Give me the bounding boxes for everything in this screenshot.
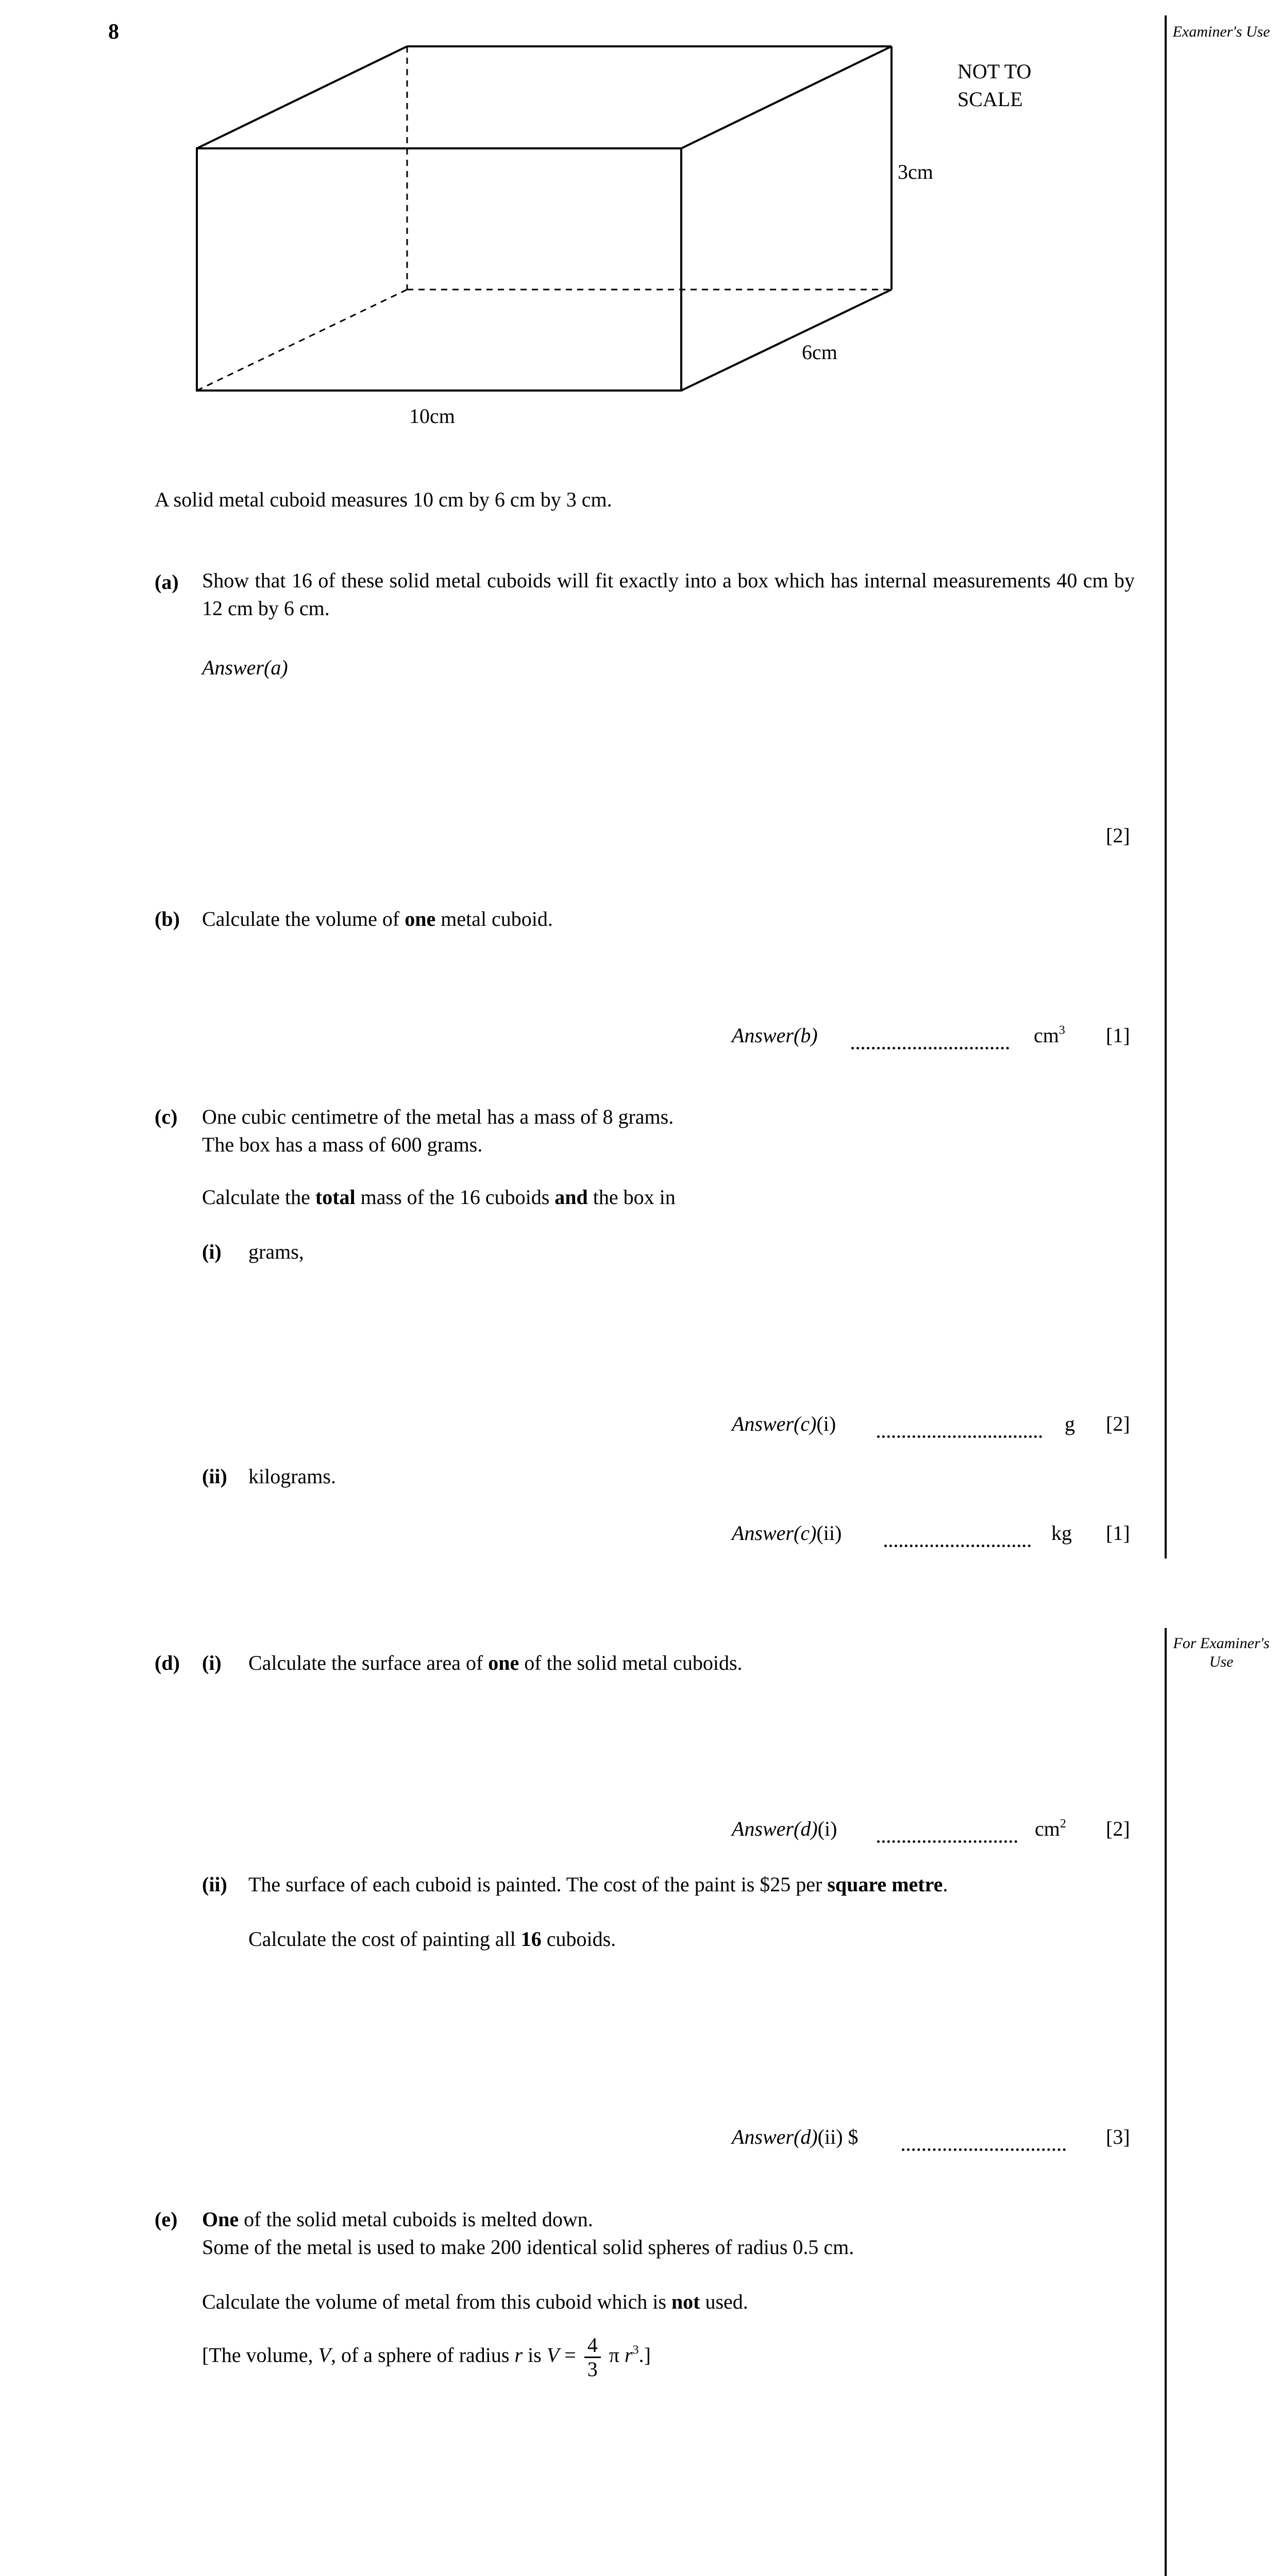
- part-c-ii-answer-rest: (ii): [816, 1521, 842, 1545]
- part-d-i-bold: one: [488, 1651, 519, 1674]
- part-d-label: (d): [155, 1651, 180, 1674]
- part-e-formula-pre: [The volume,: [202, 2343, 313, 2367]
- part-b-answer-line[interactable]: [851, 1029, 1009, 1049]
- part-b-text-bold: one: [405, 907, 436, 930]
- part-e-line1-bold: One: [202, 2208, 239, 2231]
- part-d-i-answer-rest: (i): [817, 1817, 837, 1840]
- part-d-i-answer-it: Answer(d): [732, 1817, 818, 1840]
- part-d-i-marks: [2]: [1106, 1817, 1130, 1840]
- part-a-marks: [2]: [1106, 824, 1130, 847]
- intro-text: A solid metal cuboid measures 10 cm by 6 cm by 3 cm.: [155, 488, 612, 511]
- part-c-i-answer-rest: (i): [816, 1412, 836, 1435]
- part-c-calc-post: the box in: [593, 1185, 676, 1209]
- part-b-marks: [1]: [1106, 1024, 1130, 1047]
- part-b-text-post: metal cuboid.: [441, 907, 553, 930]
- part-d-i-unit-text: cm: [1035, 1817, 1060, 1840]
- part-e-line1: [202, 2207, 593, 2231]
- part-e-formula-power: 3: [632, 2343, 639, 2357]
- part-d-ii-answer-line[interactable]: [902, 2131, 1066, 2151]
- part-d-ii-answer-label: [732, 2125, 859, 2149]
- part-d-i-pre: Calculate the surface area of: [248, 1651, 483, 1674]
- part-e-formula-is: is: [528, 2343, 542, 2367]
- part-b-unit-power: 3: [1058, 1024, 1065, 1037]
- part-c-line1: One cubic centimetre of the metal has a mass of 8 grams.: [202, 1105, 674, 1128]
- part-e-formula-end: .]: [638, 2343, 651, 2367]
- part-e-calc: [202, 2290, 748, 2314]
- part-d-ii-label: (ii): [202, 1873, 227, 1896]
- part-c-line2: The box has a mass of 600 grams.: [202, 1133, 483, 1156]
- part-d-ii-calc-pre: Calculate the cost of painting all: [248, 1927, 516, 1951]
- part-a-label: (a): [155, 570, 179, 594]
- part-e-calc-pre: Calculate the volume of metal from this cuboid which is: [202, 2290, 666, 2313]
- part-c-i-answer-line[interactable]: [877, 1418, 1042, 1438]
- part-c-ii-answer-it: Answer(c): [732, 1521, 817, 1545]
- part-b-unit-text: cm: [1034, 1024, 1059, 1047]
- part-e-formula-num: 4: [584, 2334, 601, 2358]
- not-to-scale-label: NOT TO SCALE: [957, 60, 1032, 111]
- part-c-ii-label: (ii): [202, 1465, 227, 1488]
- front-face: [197, 148, 681, 391]
- part-d-i-answer-label: [732, 1817, 837, 1841]
- height-label: 3cm: [898, 160, 933, 183]
- part-c-calc-pre: Calculate the: [202, 1185, 310, 1209]
- part-e-formula: [202, 2334, 651, 2381]
- length-label: 10cm: [409, 404, 455, 428]
- part-a-answer-label: Answer(a): [202, 656, 288, 679]
- part-d-ii-calc-post: cuboids.: [546, 1927, 616, 1951]
- part-d-i-answer-line[interactable]: [877, 1823, 1017, 1843]
- question-number: 8: [108, 20, 119, 44]
- part-d-i-unit: [1035, 1817, 1066, 1841]
- part-c-calc-bold1: total: [315, 1185, 356, 1209]
- part-c-label: (c): [155, 1105, 178, 1128]
- part-e-formula-r: r: [514, 2343, 523, 2367]
- part-b-text: [202, 907, 553, 931]
- part-e-calc-bold: not: [671, 2290, 700, 2313]
- part-c-ii-answer-label: [732, 1521, 842, 1545]
- part-e-calc-post: used.: [705, 2290, 748, 2313]
- depth-label: 6cm: [802, 341, 837, 364]
- part-e-formula-pi: π: [609, 2343, 619, 2367]
- part-c-ii-answer-line[interactable]: [884, 1527, 1031, 1547]
- part-d-i-post: of the solid metal cuboids.: [524, 1651, 743, 1674]
- cuboid-diagram: [0, 0, 1278, 464]
- part-d-ii-bold: square metre: [827, 1873, 943, 1896]
- part-d-i-unit-power: 2: [1060, 1817, 1066, 1831]
- visible-edges: [197, 46, 892, 391]
- part-c-calc-mid: mass of the 16 cuboids: [360, 1185, 550, 1209]
- part-e-formula-r2: r: [624, 2343, 633, 2367]
- part-c-ii-text: kilograms.: [248, 1465, 336, 1488]
- part-c-calc: [202, 1185, 676, 1209]
- part-d-ii-text: [248, 1872, 948, 1896]
- part-e-formula-fraction: [584, 2334, 601, 2381]
- part-e-line1-post: of the solid metal cuboids is melted down.: [244, 2208, 593, 2231]
- part-c-ii-unit: kg: [1051, 1521, 1072, 1545]
- part-d-ii-calc-bold: 16: [520, 1927, 542, 1951]
- part-b-unit: [1034, 1023, 1065, 1047]
- part-d-i-label: (i): [202, 1651, 222, 1674]
- part-e-formula-mid: , of a sphere of radius: [330, 2343, 510, 2367]
- part-c-i-answer-it: Answer(c): [732, 1412, 817, 1435]
- part-d-ii-pre: The surface of each cuboid is painted. The cost of the paint is $25 per: [248, 1873, 822, 1896]
- part-a-text: Show that 16 of these solid metal cuboids will fit exactly into a box which has internal measurements 40 cm by 12 cm by 6 cm.: [202, 569, 1135, 620]
- part-b-text-pre: Calculate the volume of: [202, 907, 400, 930]
- part-c-i-text: grams,: [248, 1240, 304, 1263]
- part-e-formula-v: V: [318, 2343, 331, 2367]
- part-c-calc-bold2: and: [554, 1185, 588, 1209]
- part-c-i-marks: [2]: [1106, 1412, 1130, 1435]
- part-d-ii-calc: [248, 1927, 616, 1951]
- part-b-label: (b): [155, 907, 180, 930]
- for-examiners-use-label: For Examiner's Use: [1173, 1635, 1270, 1670]
- part-e-formula-den: 3: [587, 2358, 598, 2381]
- margin-line-bottom: [1165, 1628, 1167, 2576]
- part-c-i-unit: g: [1065, 1412, 1075, 1435]
- part-c-i-answer-label: [732, 1412, 836, 1436]
- part-e-formula-eq: =: [564, 2343, 576, 2367]
- part-c-ii-marks: [1]: [1106, 1521, 1130, 1545]
- part-d-i-text: [248, 1651, 743, 1675]
- part-b-answer-label: Answer(b): [732, 1024, 818, 1047]
- part-c-i-label: (i): [202, 1240, 222, 1263]
- part-e-label: (e): [155, 2208, 178, 2231]
- part-e-line2: Some of the metal is used to make 200 identical solid spheres of radius 0.5 cm.: [202, 2235, 854, 2259]
- part-d-ii-answer-rest: (ii) $: [817, 2125, 859, 2148]
- part-e-formula-v2: V: [546, 2343, 560, 2367]
- part-d-ii-marks: [3]: [1106, 2125, 1130, 2148]
- examiners-use-label: Examiner's Use: [1172, 23, 1270, 40]
- part-d-ii-post: .: [943, 1873, 948, 1896]
- part-d-ii-answer-it: Answer(d): [732, 2125, 818, 2148]
